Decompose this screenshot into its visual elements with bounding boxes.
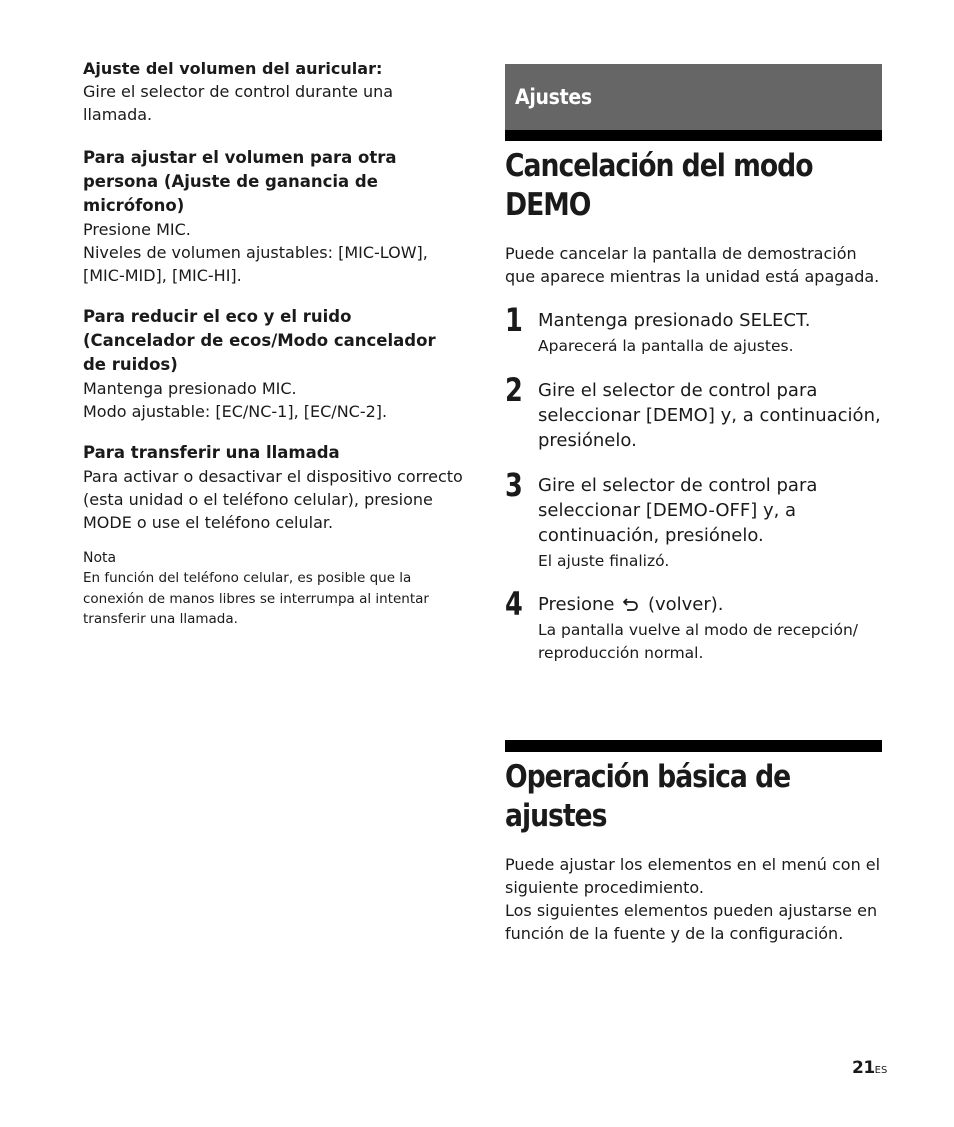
step-2 — [505, 370, 882, 453]
step-number: 3 — [505, 465, 523, 504]
basic-title: Operación básica de ajustes — [505, 759, 791, 834]
section-text: Niveles de volumen ajustables: [MIC-LOW], [MIC-MID], [MIC-HI]. — [83, 243, 428, 285]
section-text: Presione MIC. — [83, 220, 191, 239]
language-code: ES — [874, 1065, 888, 1076]
note-title: Nota — [83, 550, 117, 566]
basic-intro-line: Puede ajustar los elementos en el menú con el siguiente procedimiento. — [505, 855, 881, 897]
section-text: Gire el selector de control durante una llamada. — [83, 82, 394, 124]
section-heading: Para reducir el eco y el ruido (Cancelador de ecos/Modo cancelador de ruidos) — [83, 307, 436, 374]
section-text: Mantenga presionado MIC. — [83, 379, 297, 398]
heading-rule — [505, 740, 882, 752]
step-title-suffix: (volver). — [647, 594, 724, 615]
step-detail: El ajuste finalizó. — [538, 551, 670, 570]
back-arrow-icon — [622, 593, 640, 607]
step-title: Mantenga presionado SELECT. — [538, 310, 811, 331]
step-3 — [505, 465, 882, 573]
right-column — [505, 64, 882, 945]
step-number: 1 — [505, 301, 523, 339]
heading-rule — [505, 130, 882, 141]
section-heading: Ajuste del volumen del auricular: — [83, 59, 383, 78]
basic-intro-line: Los siguientes elementos pueden ajustarse en función de la fuente y de la configuración. — [505, 901, 878, 943]
step-title — [538, 592, 882, 617]
section-echo-noise — [83, 305, 463, 423]
section-text: Modo ajustable: [EC/NC-1], [EC/NC-2]. — [83, 402, 388, 421]
step-title: Gire el selector de control para seleccionar [DEMO] y, a continuación, presiónelo. — [538, 379, 881, 451]
note-block — [83, 548, 463, 630]
demo-title: Cancelación del modo DEMO — [505, 148, 813, 223]
section-transfer-call — [83, 441, 463, 534]
basic-intro — [505, 853, 882, 945]
step-number: 4 — [505, 585, 523, 623]
step-detail: La pantalla vuelve al modo de recepción/ reproducción normal. — [538, 621, 858, 662]
step-1 — [505, 301, 882, 358]
step-list — [505, 301, 882, 664]
section-heading: Para transferir una llamada — [83, 443, 340, 462]
section-mic-gain — [83, 146, 463, 287]
note-text: En función del teléfono celular, es posible que la conexión de manos libres se interrumpa al intentar transferir una llamada. — [83, 570, 429, 627]
section-text: Para activar o desactivar el dispositivo correcto (esta unidad o el teléfono celular), presione MODE o use el teléfono celular. — [83, 467, 463, 532]
step-detail: Aparecerá la pantalla de ajustes. — [538, 337, 794, 355]
step-4 — [505, 585, 882, 664]
step-title: Gire el selector de control para seleccionar [DEMO-OFF] y, a continuación, presiónelo. — [538, 474, 818, 546]
section-earpiece-volume — [83, 58, 463, 126]
left-column — [83, 58, 463, 630]
section-banner: Ajustes — [505, 64, 882, 130]
step-title-prefix: Presione — [538, 594, 615, 615]
step-number: 2 — [505, 370, 523, 409]
section-heading: Para ajustar el volumen para otra persona (Ajuste de ganancia de micrófono) — [83, 148, 397, 215]
demo-intro: Puede cancelar la pantalla de demostración que aparece mientras la unidad está apagada. — [505, 244, 880, 286]
page-number: 21ES — [852, 1058, 888, 1078]
